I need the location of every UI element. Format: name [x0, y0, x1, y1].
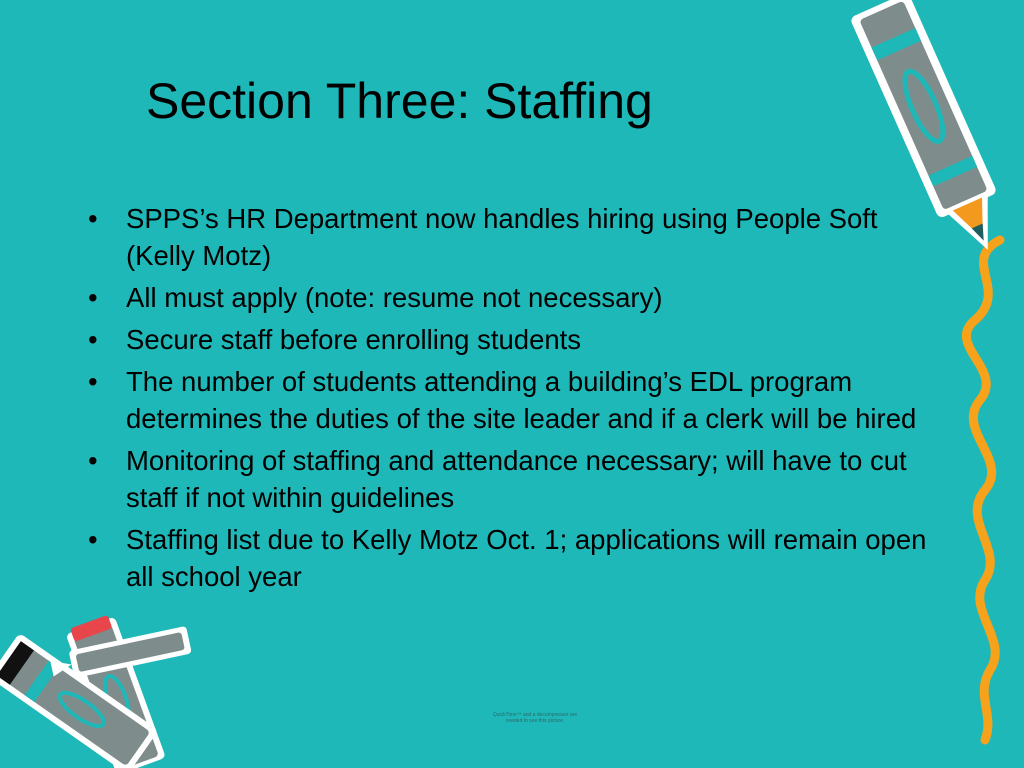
list-item — [88, 442, 938, 516]
bullet-marker: • — [88, 324, 98, 355]
list-item — [88, 363, 938, 437]
bullet-marker: • — [88, 524, 98, 555]
list-item — [88, 279, 938, 316]
list-item — [88, 321, 938, 358]
bullet-text: Secure staff before enrolling students — [126, 324, 582, 355]
bullet-text: The number of students attending a building’s EDL program determines the duties of the site leader and if a clerk will be hired — [126, 366, 917, 434]
list-item — [88, 521, 938, 595]
quicktime-placeholder-caption: QuickTime™ and a decompressor are needed to see this picture. — [492, 712, 578, 724]
slide-title: Section Three: Staffing — [146, 73, 653, 129]
bullet-marker: • — [88, 445, 98, 476]
bullet-text: All must apply (note: resume not necessary) — [126, 282, 663, 313]
squiggle-line-icon — [966, 240, 1000, 740]
bullet-marker: • — [88, 282, 98, 313]
bullet-text: SPPS’s HR Department now handles hiring using People Soft (Kelly Motz) — [126, 203, 878, 271]
bullet-list — [88, 200, 938, 600]
list-item — [88, 200, 938, 274]
bullet-text: Monitoring of staffing and attendance necessary; will have to cut staff if not within guidelines — [126, 445, 907, 513]
bullet-marker: • — [88, 366, 98, 397]
bullet-marker: • — [88, 203, 98, 234]
bullet-text: Staffing list due to Kelly Motz Oct. 1; applications will remain open all school year — [126, 524, 927, 592]
